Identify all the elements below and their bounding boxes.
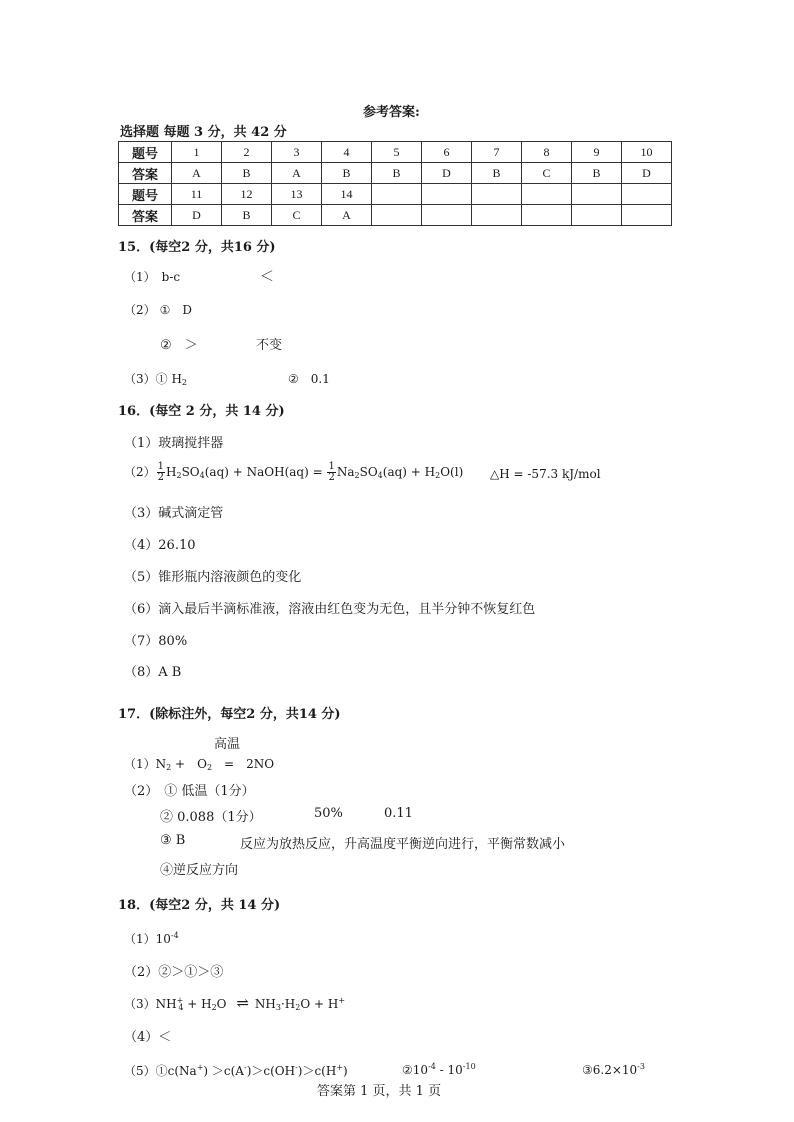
superscript: -4 — [170, 931, 179, 940]
q17-line-1 — [124, 755, 274, 772]
formula-part: Na — [336, 465, 355, 479]
subscript: 4 — [199, 471, 205, 480]
answer-table — [118, 141, 672, 226]
superscript: + — [336, 1063, 344, 1072]
superscript: -10 — [462, 1062, 476, 1071]
q18-line-3 — [124, 994, 345, 1012]
q18-line-5 — [124, 1062, 348, 1079]
table-cell — [422, 184, 472, 205]
table-cell: 14 — [322, 184, 372, 205]
subscript: 2 — [166, 763, 172, 772]
answer-text: ① H — [155, 372, 182, 386]
page-footer: 答案第 1 页，共 1 页 — [317, 1084, 442, 1099]
formula-part: （5）①c(Na — [124, 1064, 197, 1078]
subscript: 2 — [435, 471, 441, 480]
table-cell: D — [422, 163, 472, 184]
subscript: 2 — [176, 471, 182, 480]
fraction — [327, 462, 335, 483]
enthalpy-value: △H = -57.3 kJ/mol — [490, 467, 601, 481]
superscript: - — [243, 1063, 247, 1072]
table-cell: 6 — [422, 142, 472, 163]
table-cell: 3 — [272, 142, 322, 163]
table-cell — [572, 205, 622, 226]
q16-line-6: （6）滴入最后半滴标准液，溶液由红色变为无色，且半分钟不恢复红色 — [124, 602, 536, 617]
page-title: 参考答案: — [363, 105, 420, 120]
answer-text: ④逆反应方向 — [160, 863, 239, 878]
table-cell: A — [172, 163, 222, 184]
table-cell: B — [222, 205, 272, 226]
q16-line-1: （1）玻璃搅拌器 — [124, 436, 224, 451]
table-cell — [522, 184, 572, 205]
table-cell: C — [272, 205, 322, 226]
subscript: 4 — [377, 471, 383, 480]
formula-part: （1）N — [124, 757, 167, 771]
answer-text: 0.11 — [384, 806, 413, 821]
q17-heading: 17．(除标注外，每空2 分，共14 分) — [118, 707, 341, 722]
superscript: + — [338, 996, 346, 1005]
table-cell: A — [322, 205, 372, 226]
row-label: 题号 — [119, 142, 172, 163]
subscript: 2 — [211, 1003, 217, 1012]
q16-line-7: （7）80% — [124, 634, 188, 649]
table-row — [119, 184, 672, 205]
answer-text: b-c — [161, 270, 181, 284]
formula-part: + O — [171, 757, 207, 771]
formula-part: )＞c(OH — [246, 1064, 296, 1078]
q18-line-2: （2）②＞①＞③ — [124, 965, 224, 980]
formula-part: - 10 — [435, 1063, 463, 1077]
line-label: （2） — [124, 784, 159, 799]
q16-heading: 16．(每空 2 分，共 14 分) — [118, 404, 285, 419]
row-label: 题号 — [119, 184, 172, 205]
formula-part: + H — [183, 997, 212, 1011]
formula-part: O + H — [300, 997, 339, 1011]
table-cell: B — [572, 163, 622, 184]
table-cell — [622, 184, 672, 205]
formula-part: ③6.2×10 — [582, 1063, 638, 1077]
fraction-numerator: 1 — [157, 461, 165, 472]
table-cell: 9 — [572, 142, 622, 163]
formula-part: (aq) + H — [382, 465, 436, 479]
table-cell: B — [222, 163, 272, 184]
table-cell: A — [272, 163, 322, 184]
q15-line-4 — [124, 370, 187, 387]
fraction-denominator: 2 — [328, 472, 335, 483]
fraction-denominator: 2 — [157, 472, 165, 483]
superscript: -4 — [428, 1062, 436, 1071]
table-cell — [572, 184, 622, 205]
table-row — [119, 142, 672, 163]
q16-line-2 — [124, 462, 463, 483]
answer-text: ＜ — [260, 269, 274, 285]
subscript: 2 — [354, 471, 360, 480]
equilibrium-arrow-icon: ⇌ — [236, 994, 249, 1012]
row-label: 答案 — [119, 163, 172, 184]
table-cell — [472, 184, 522, 205]
table-cell: 2 — [222, 142, 272, 163]
line-label: （1） — [124, 270, 156, 284]
formula-part: SO — [359, 465, 378, 479]
line-label: （2） — [124, 303, 156, 317]
formula-part: SO — [181, 465, 200, 479]
q16-line-4: （4）26.10 — [124, 538, 196, 553]
formula-part: ·H — [280, 997, 296, 1011]
subscript: 4 — [178, 1003, 184, 1012]
answer-text: 不变 — [256, 338, 283, 353]
answer-text: 反应为放热反应，升高温度平衡逆向进行，平衡常数减小 — [240, 837, 566, 852]
table-cell: 4 — [322, 142, 372, 163]
q18-line-1 — [124, 930, 179, 947]
formula-part: ) — [343, 1064, 348, 1078]
subscript: 3 — [275, 1003, 281, 1012]
line-label: （3） — [124, 372, 156, 386]
formula-part: O — [216, 997, 227, 1011]
q16-line-3: （3）碱式滴定管 — [124, 506, 224, 521]
answer-text: ② 0.088（1分） — [160, 810, 262, 825]
line-label: （2） — [124, 465, 156, 479]
table-cell — [372, 184, 422, 205]
q15-heading: 15．(每空2 分，共16 分) — [118, 240, 276, 255]
table-cell: B — [472, 163, 522, 184]
q18-line-4: （4）＜ — [124, 1030, 172, 1045]
reaction-condition: 高温 — [214, 737, 241, 752]
answer-text: ① 低温（1分） — [164, 784, 255, 799]
q18-line-5-part-3 — [582, 1062, 645, 1077]
q15-line-1 — [124, 268, 180, 285]
q18-line-5-part-2 — [402, 1062, 476, 1077]
fraction — [157, 462, 165, 483]
superscript: - — [295, 1063, 298, 1072]
table-cell: 5 — [372, 142, 422, 163]
q18-heading: 18．(每空2 分，共 14 分) — [118, 898, 281, 913]
table-cell: B — [372, 163, 422, 184]
q16-line-8: （8）A B — [124, 665, 182, 680]
table-cell: 13 — [272, 184, 322, 205]
superscript: + — [176, 996, 184, 1005]
table-row — [119, 163, 672, 184]
superscript: + — [196, 1063, 204, 1072]
answer-text: ① D — [159, 303, 193, 317]
formula-part: ) ＞c(A — [203, 1064, 244, 1078]
formula-part: H — [166, 465, 177, 479]
subscript: 2 — [295, 1003, 301, 1012]
formula-part: NH — [254, 997, 276, 1011]
table-cell: 1 — [172, 142, 222, 163]
formula-part: （1）10 — [124, 932, 171, 946]
table-cell: D — [172, 205, 222, 226]
answer-text: ② 0.1 — [288, 372, 330, 386]
answer-text: 50% — [314, 806, 343, 821]
row-label: 答案 — [119, 205, 172, 226]
table-cell — [622, 205, 672, 226]
q15-line-2 — [124, 301, 192, 318]
table-cell — [422, 205, 472, 226]
mc-heading: 选择题 每题 3 分，共 42 分 — [120, 125, 287, 140]
table-row — [119, 205, 672, 226]
table-cell: 12 — [222, 184, 272, 205]
superscript: -3 — [637, 1062, 645, 1071]
formula-part: ②10 — [402, 1063, 429, 1077]
table-cell — [522, 205, 572, 226]
table-cell: C — [522, 163, 572, 184]
table-cell — [472, 205, 522, 226]
subscript: 2 — [181, 378, 188, 387]
table-cell: 7 — [472, 142, 522, 163]
table-cell: 8 — [522, 142, 572, 163]
q17-line-2 — [124, 780, 255, 799]
answer-text: ③ B — [160, 833, 186, 848]
subscript: 2 — [206, 763, 213, 772]
fraction-numerator: 1 — [328, 461, 335, 472]
formula-part: )＞c(H — [297, 1064, 337, 1078]
formula-part: = 2NO — [212, 757, 275, 771]
table-cell: 11 — [172, 184, 222, 205]
formula-part: O(l) — [440, 465, 464, 479]
table-cell: B — [322, 163, 372, 184]
table-cell — [372, 205, 422, 226]
q16-line-5: （5）锥形瓶内溶液颜色的变化 — [124, 570, 302, 585]
formula-part: (aq) + NaOH(aq) = — [204, 465, 323, 479]
table-cell: D — [622, 163, 672, 184]
table-cell: 10 — [622, 142, 672, 163]
formula-part: （3）NH — [124, 997, 177, 1011]
answer-text: ② ＞ — [160, 338, 198, 353]
